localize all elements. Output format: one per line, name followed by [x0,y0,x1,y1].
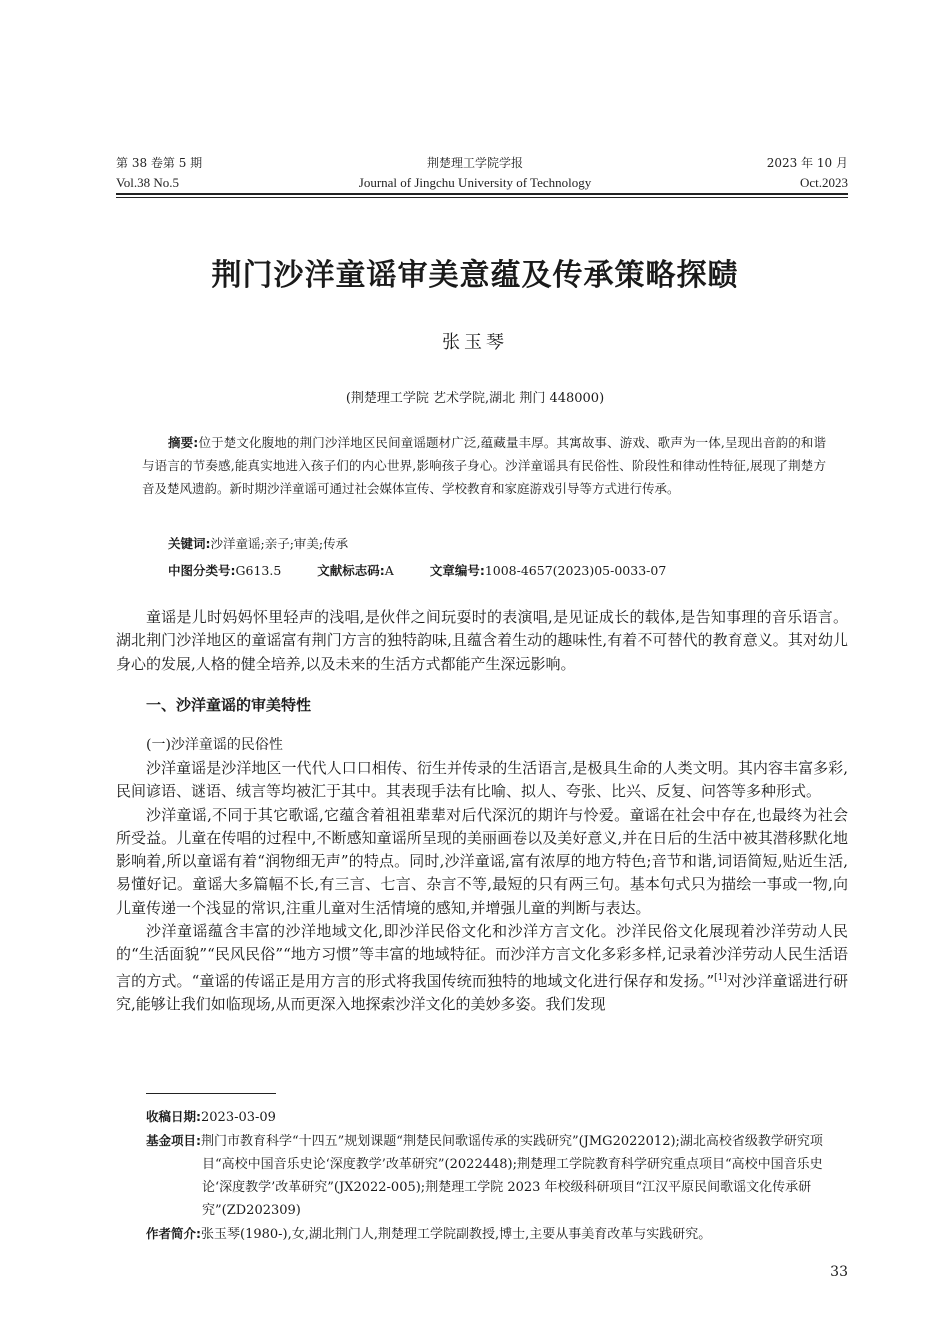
author-bio-label: 作者简介: [146,1226,201,1241]
section-heading-1: 一、沙洋童谣的审美特性 [146,696,312,714]
article-no-value: 1008-4657(2023)05-0033-07 [484,563,667,578]
paragraph-3 [116,920,848,1016]
header-journal-en: Journal of Jingchu University of Technology [358,175,592,190]
header-rule-top [116,193,848,195]
article-no-label: 文章编号: [429,563,485,578]
doc-code-label: 文献标志码: [317,563,385,578]
fund-label: 基金项目: [146,1133,201,1148]
keywords-text: 沙洋童谣;亲子;审美;传承 [210,536,349,551]
received-date [146,1105,851,1129]
keywords [168,534,348,552]
paragraph-3-text-b: 对沙洋童谣进行研究,能够让我们如临现场,从而更深入地探索沙洋文化的美妙多姿。我们发现 [116,971,848,1013]
header-rule-bottom [116,197,848,198]
doc-code-value: A [384,563,394,578]
paragraph-1: 沙洋童谣是沙洋地区一代代人口口相传、衍生并传录的生活语言,是极具生命的人类文明。其内容丰富多彩,民间谚语、谜语、绒言等均被汇于其中。其表现手法有比喻、拟人、夸张、比兴、反复、问答等多种形式。 [116,759,848,801]
intro-paragraph [116,606,848,676]
author-bio [146,1222,851,1246]
header-journal-cn: 荆楚理工学院学报 [426,156,523,170]
header-date-en: Oct.2023 [799,175,848,190]
abstract [142,431,826,500]
citation-ref[interactable]: [1] [714,972,727,983]
footnotes [146,1105,851,1246]
abstract-text: 位于楚文化腹地的荆门沙洋地区民间童谣题材广泛,蕴藏量丰厚。其寓故事、游戏、歌声为一体,呈现出音韵的和谐与语言的节奏感,能真实地进入孩子们的内心世界,影响孩子身心。沙洋童谣具有民俗性、阶段性和律动性特征,展现了荆楚方音及楚风遗韵。新时期沙洋童谣可通过社会媒体宣传、学校教育和家庭游戏引导等方式进行传承。 [142,435,827,496]
paragraph-3-text-a: 沙洋童谣蕴含丰富的沙洋地域文化,即沙洋民俗文化和沙洋方言文化。沙洋民俗文化展现着沙洋劳动人民的“生活面貌”“民风民俗”“地方习惯”等丰富的地域特征。而沙洋方言文化多彩多样,记录着沙洋劳动人民生活语言的方式。“童谣的传谣正是用方言的形式将我国传统而独特的地域文化进行保存和发扬。” [116,922,848,990]
clc-value: G613.5 [235,563,282,578]
fund-value: 荆门市教育科学“十四五”规划课题“荆楚民间歌谣传承的实践研究”(JMG2022012);湖北高校省级教学研究项目“高校中国音乐史论‘深度教学’改革研究”(2022448);荆楚理工学院教育科学研究重点项目“高校中国音乐史论‘深度教学’改革研究”(JX2022-005);荆楚理工学院 2023 年校级科研项目“江汉平原民间歌谣文化传承研究”(ZD202309) [201,1134,823,1218]
article-title: 荆门沙洋童谣审美意蕴及传承策略探赜 [211,258,739,293]
classification-line [168,561,666,579]
page-number: 33 [830,1264,848,1280]
clc-label: 中图分类号: [168,563,236,578]
author-bio-value: 张玉琴(1980-),女,湖北荆门人,荆楚理工学院副教授,博士,主要从事美育改革与实践研究。 [201,1227,712,1242]
header-volume-en: Vol.38 No.5 [116,175,179,190]
paragraph-2: 沙洋童谣,不同于其它歌谣,它蕴含着祖祖辈辈对后代深沉的期许与怜爱。童谣在社会中存在,也最终为社会所受益。儿童在传唱的过程中,不断感知童谣所呈现的美丽画卷以及美好意义,并在日后的生活中被其潜移默化地影响着,所以童谣有着“润物细无声”的特点。同时,沙洋童谣,富有浓厚的地方特色;音节和谐,词语简短,贴近生活,易懂好记。童谣大多篇幅不长,有三言、七言、杂言不等,最短的只有两三句。基本句式只为描绘一事或一物,向儿童传递一个浅显的常识,注重儿童对生活情境的感知,并增强儿童的判断与表达。 [116,805,848,917]
received-value: 2023-03-09 [201,1110,276,1125]
author-name: 张玉琴 [442,332,508,353]
subsection-heading-1: (一)沙洋童谣的民俗性 [146,737,283,753]
affiliation: (荆楚理工学院 艺术学院,湖北 荆门 448000) [345,391,605,406]
fund-info [146,1129,851,1222]
keywords-label: 关键词: [168,536,211,551]
header-volume-cn: 第 38 卷第 5 期 [116,156,203,170]
intro-text: 童谣是儿时妈妈怀里轻声的浅唱,是伙伴之间玩耍时的表演唱,是见证成长的载体,是告知事理的音乐语言。湖北荆门沙洋地区的童谣富有荆门方言的独特韵味,且蕴含着生动的趣味性,有着不可替代的教育意义。其对幼儿身心的发展,人格的健全培养,以及未来的生活方式都能产生深远影响。 [116,608,848,673]
received-label: 收稿日期: [146,1109,201,1124]
footnote-rule [146,1093,276,1094]
header-date-cn: 2023 年 10 月 [766,156,848,170]
section-body [116,757,848,1016]
abstract-label: 摘要: [168,435,199,450]
